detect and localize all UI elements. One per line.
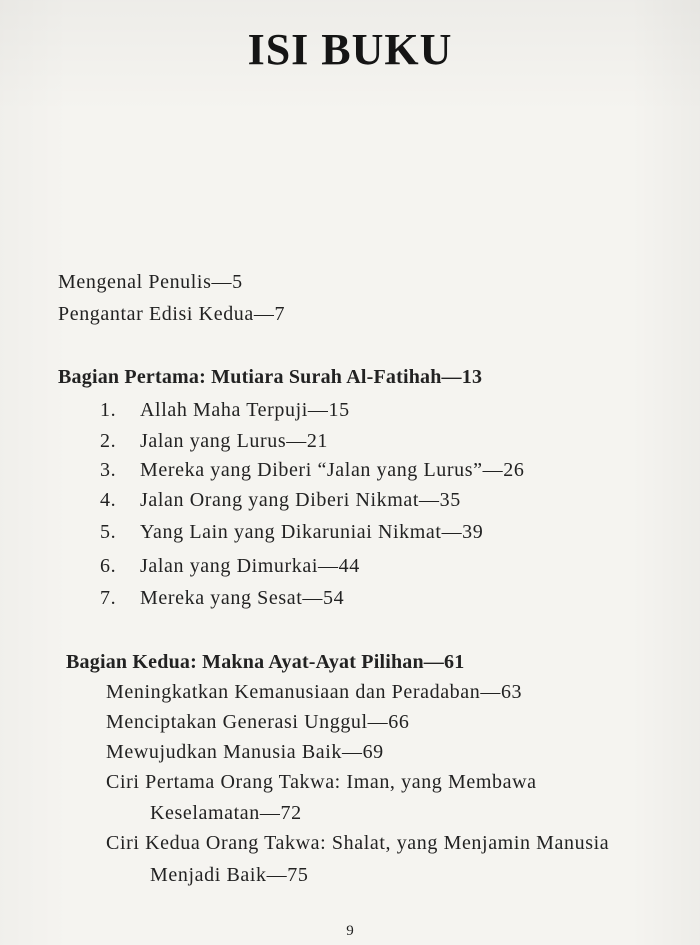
toc-entry: Meningkatkan Kemanusiaan dan Peradaban—63 [106,681,523,703]
item-number: 5. [100,521,117,543]
section-heading-bagian-kedua: Bagian Kedua: Makna Ayat-Ayat Pilihan—61 [66,651,465,673]
item-text: Jalan yang Dimurkai—44 [140,555,360,577]
page-number: 9 [346,923,354,939]
toc-entry-continuation: Menjadi Baik—75 [150,864,309,886]
item-number: 7. [100,587,117,609]
item-text: Jalan yang Lurus—21 [140,430,329,452]
item-number: 6. [100,555,117,577]
item-number: 2. [100,430,117,452]
item-text: Yang Lain yang Dikaruniai Nikmat—39 [140,521,484,543]
toc-item [100,521,483,544]
toc-item [100,459,524,482]
toc-entry: Mewujudkan Manusia Baik—69 [106,741,384,763]
toc-item [100,489,461,512]
toc-entry: Ciri Kedua Orang Takwa: Shalat, yang Menjamin Manusia [106,832,610,854]
page-title: ISI BUKU [247,25,453,74]
toc-item [100,430,328,453]
item-text: Jalan Orang yang Diberi Nikmat—35 [140,489,461,511]
item-number: 1. [100,399,117,421]
toc-entry: Ciri Pertama Orang Takwa: Iman, yang Membawa [106,771,537,793]
toc-item [100,587,344,610]
toc-entry: Menciptakan Generasi Unggul—66 [106,711,410,733]
section-heading-bagian-pertama: Bagian Pertama: Mutiara Surah Al-Fatihah—13 [58,366,483,388]
toc-item [100,399,350,422]
item-number: 4. [100,489,117,511]
item-text: Allah Maha Terpuji—15 [140,399,350,421]
item-number: 3. [100,459,117,481]
toc-item [100,555,360,578]
item-text: Mereka yang Diberi “Jalan yang Lurus”—26 [140,459,525,481]
toc-entry-mengenal-penulis: Mengenal Penulis—5 [58,271,243,293]
item-text: Mereka yang Sesat—54 [140,587,345,609]
toc-entry-pengantar: Pengantar Edisi Kedua—7 [58,303,286,325]
toc-entry-continuation: Keselamatan—72 [150,802,302,824]
